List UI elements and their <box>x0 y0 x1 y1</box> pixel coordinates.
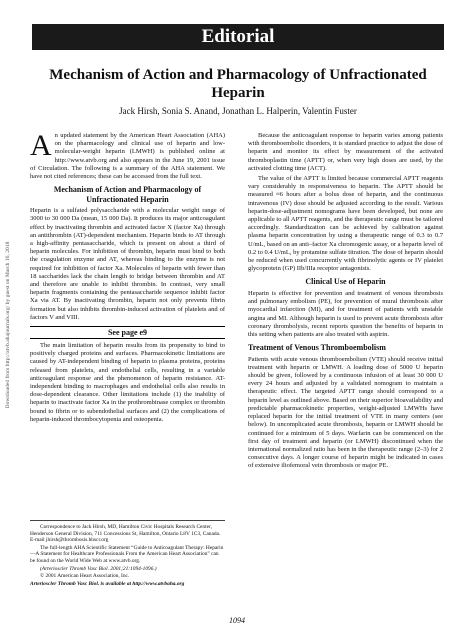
editorial-banner: Editorial <box>32 24 444 50</box>
intro-text: n updated statement by the American Heart Association (AHA) on the pharmacology and clinical use of heparin and low-molecular-weight heparin (LMWH) is published online at http://www.atvb.org and also appears in the June 19, 2001 issue of Circulation. The following is a summary of the AHA statement. We have not cited references; these can be accessed from the full text. <box>30 132 225 181</box>
section-heading-vte: Treatment of Venous Thromboembolism <box>248 343 386 353</box>
page-number: 1094 <box>229 616 245 625</box>
download-notice-text: Downloaded from http://atvb.ahajournals.org/ by guest on March 16, 2018 <box>5 241 11 409</box>
drop-cap: A <box>30 129 52 162</box>
author-list: Jack Hirsh, Sonia S. Anand, Jonathan L. Halperin, Valentin Fuster <box>119 106 357 116</box>
paragraph-aptt-limits: The value of the APTT is limited because commercial APTT reagents vary considerably in responsiveness to heparin. The APTT should be measured ≈6 hours after a bolus dose of heparin, and the continuous intravenous (IV) dose should be adjusted according to the result. Various heparin-dose-adjustment nomograms have been developed, but none are applicable to all APTT reagents, and the therapeutic range must be tailored accordingly. Standardization can be achieved by calibration against plasma heparin concentration by using a therapeutic range of 0.3 to 0.7 U/mL, based on an anti–factor Xa chromogenic assay, or a heparin level of 0.2 to 0.4 U/mL, by protamine sulfate titration. The dose of heparin should be reduced when used concurrently with fibrinolytic agents or IV platelet glycoprotein (GP) IIb/IIIa receptor antagonists. <box>248 175 443 273</box>
footnote-copyright: © 2001 American Heart Association, Inc. <box>40 573 130 580</box>
intro-paragraph <box>30 129 225 181</box>
paragraph-aptt-monitoring: Because the anticoagulant response to heparin varies among patients with thromboembolic disorders, it is standard practice to adjust the dose of heparin and monitor its effect by measurement of the activated thromboplastin time (APTT) or, when very high doses are used, by the activated clotting time (ACT). <box>248 132 443 172</box>
footnote-availability: Arterioscler Thromb Vasc Biol. is available at http://www.atvbaha.org <box>30 580 185 587</box>
footnote-citation: (Arterioscler Thromb Vasc Biol. 2001;21:1094-1096.) <box>40 565 157 572</box>
section-heading-mechanism: Mechanism of Action and Pharmacology of Unfractionated Heparin <box>53 185 202 204</box>
footnote-correspondence: Correspondence to Jack Hirsh, MD, Hamilton Civic Hospitals Research Center, Henderson General Division, 711 Concessions St, Hamilton, Ontario L8V 1C3, Canada. E-mail jhirsh@thrombosis.hhscr.org <box>30 524 221 544</box>
section-heading-clinical-use: Clinical Use of Heparin <box>305 277 386 287</box>
paragraph-clinical-use: Heparin is effective for prevention and treatment of venous thrombosis and pulmonary embolism (PE), for prevention of mural thrombosis after myocardial infarction (MI), and for treatment of patients with unstable angina and MI. Although heparin is used to prevent acute thrombosis after coronary thrombolysis, recent reports question the benefits of heparin in this setting when patients are also treated with aspirin. <box>248 289 443 338</box>
download-notice <box>2 210 14 440</box>
left-column <box>30 129 225 426</box>
paragraph-mechanism: Heparin is a sulfated polysaccharide with a molecular weight range of 3000 to 30 000 Da (mean, 15 000 Da). It produces its major anticoagulant effect by inactivating thrombin and activated factor X (factor Xa) through an antithrombin (AT)-dependent mechanism. Heparin binds to AT through a high-affinity pentasaccharide, which is present on about a third of heparin molecules. For inhibition of thrombin, heparin must bind to both the coagulation enzyme and AT, whereas binding to the enzyme is not required for inhibition of factor Xa. Molecules of heparin with fewer than 18 saccharides lack the chain length to bridge between thrombin and AT and therefore are unable to inhibit thrombin. In contrast, very small heparin fragments containing the pentasaccharide sequence inhibit factor Xa via AT. By inactivating thrombin, heparin not only prevents fibrin formation but also inhibits thrombin-induced activation of platelets and of factors V and VIII. <box>30 207 225 321</box>
paragraph-limitations: The main limitation of heparin results from its propensity to bind to positively charged proteins and surfaces. Pharmacokinetic limitations are caused by AT-independent binding of heparin to plasma proteins, proteins released from platelets, and endothelial cells, resulting in a variable anticoagulant response and the phenomenon of heparin resistance. AT-independent binding to macrophages and endothelial cells also results in dose-dependent clearance. Other limitations include (1) the inability of heparin to inactivate factor Xa in the prothrombinase complex or thrombin bound to fibrin or to subendothelial surfaces and (2) the complications of heparin-induced thrombocytopenia and osteopenia. <box>30 342 225 423</box>
see-page-callout: See page e9 <box>30 326 225 339</box>
paragraph-vte: Patients with acute venous thromboembolism (VTE) should receive initial treatment with heparin or LMWH. A loading dose of 5000 U heparin should be given, followed by a continuous infusion of at least 30 000 U every 24 hours and adjusted by a validated nomogram to maintain a therapeutic effect. The targeted APTT range should correspond to a heparin level as outlined above. Based on their superior bioavailability and predictable pharmacokinetic properties, weight-adjusted LMWHs have replaced heparin for the initial treatment of VTE in many centers (see below). In uncomplicated acute thrombosis, heparin or LMWH should be continued for a minimum of 5 days. Warfarin can be commenced on the first day of treatment and heparin (or LMWH) discontinued when the international normalized ratio has been in the therapeutic range (2–3) for 2 consecutive days. A longer course of heparin might be indicated in cases of extensive iliofemoral vein thrombosis or major PE. <box>248 355 443 470</box>
article-title: Mechanism of Action and Pharmacology of Unfractionated Heparin <box>49 67 427 101</box>
right-column <box>248 132 443 473</box>
footnotes <box>30 520 225 588</box>
footnote-full-statement: The full-length AHA Scientific Statement “Guide to Anticoagulant Therapy: Heparin—A Statement for Healthcare Professionals From the American Heart Association” can be found on the World Wide Web at www.atvb.org. <box>30 544 224 564</box>
